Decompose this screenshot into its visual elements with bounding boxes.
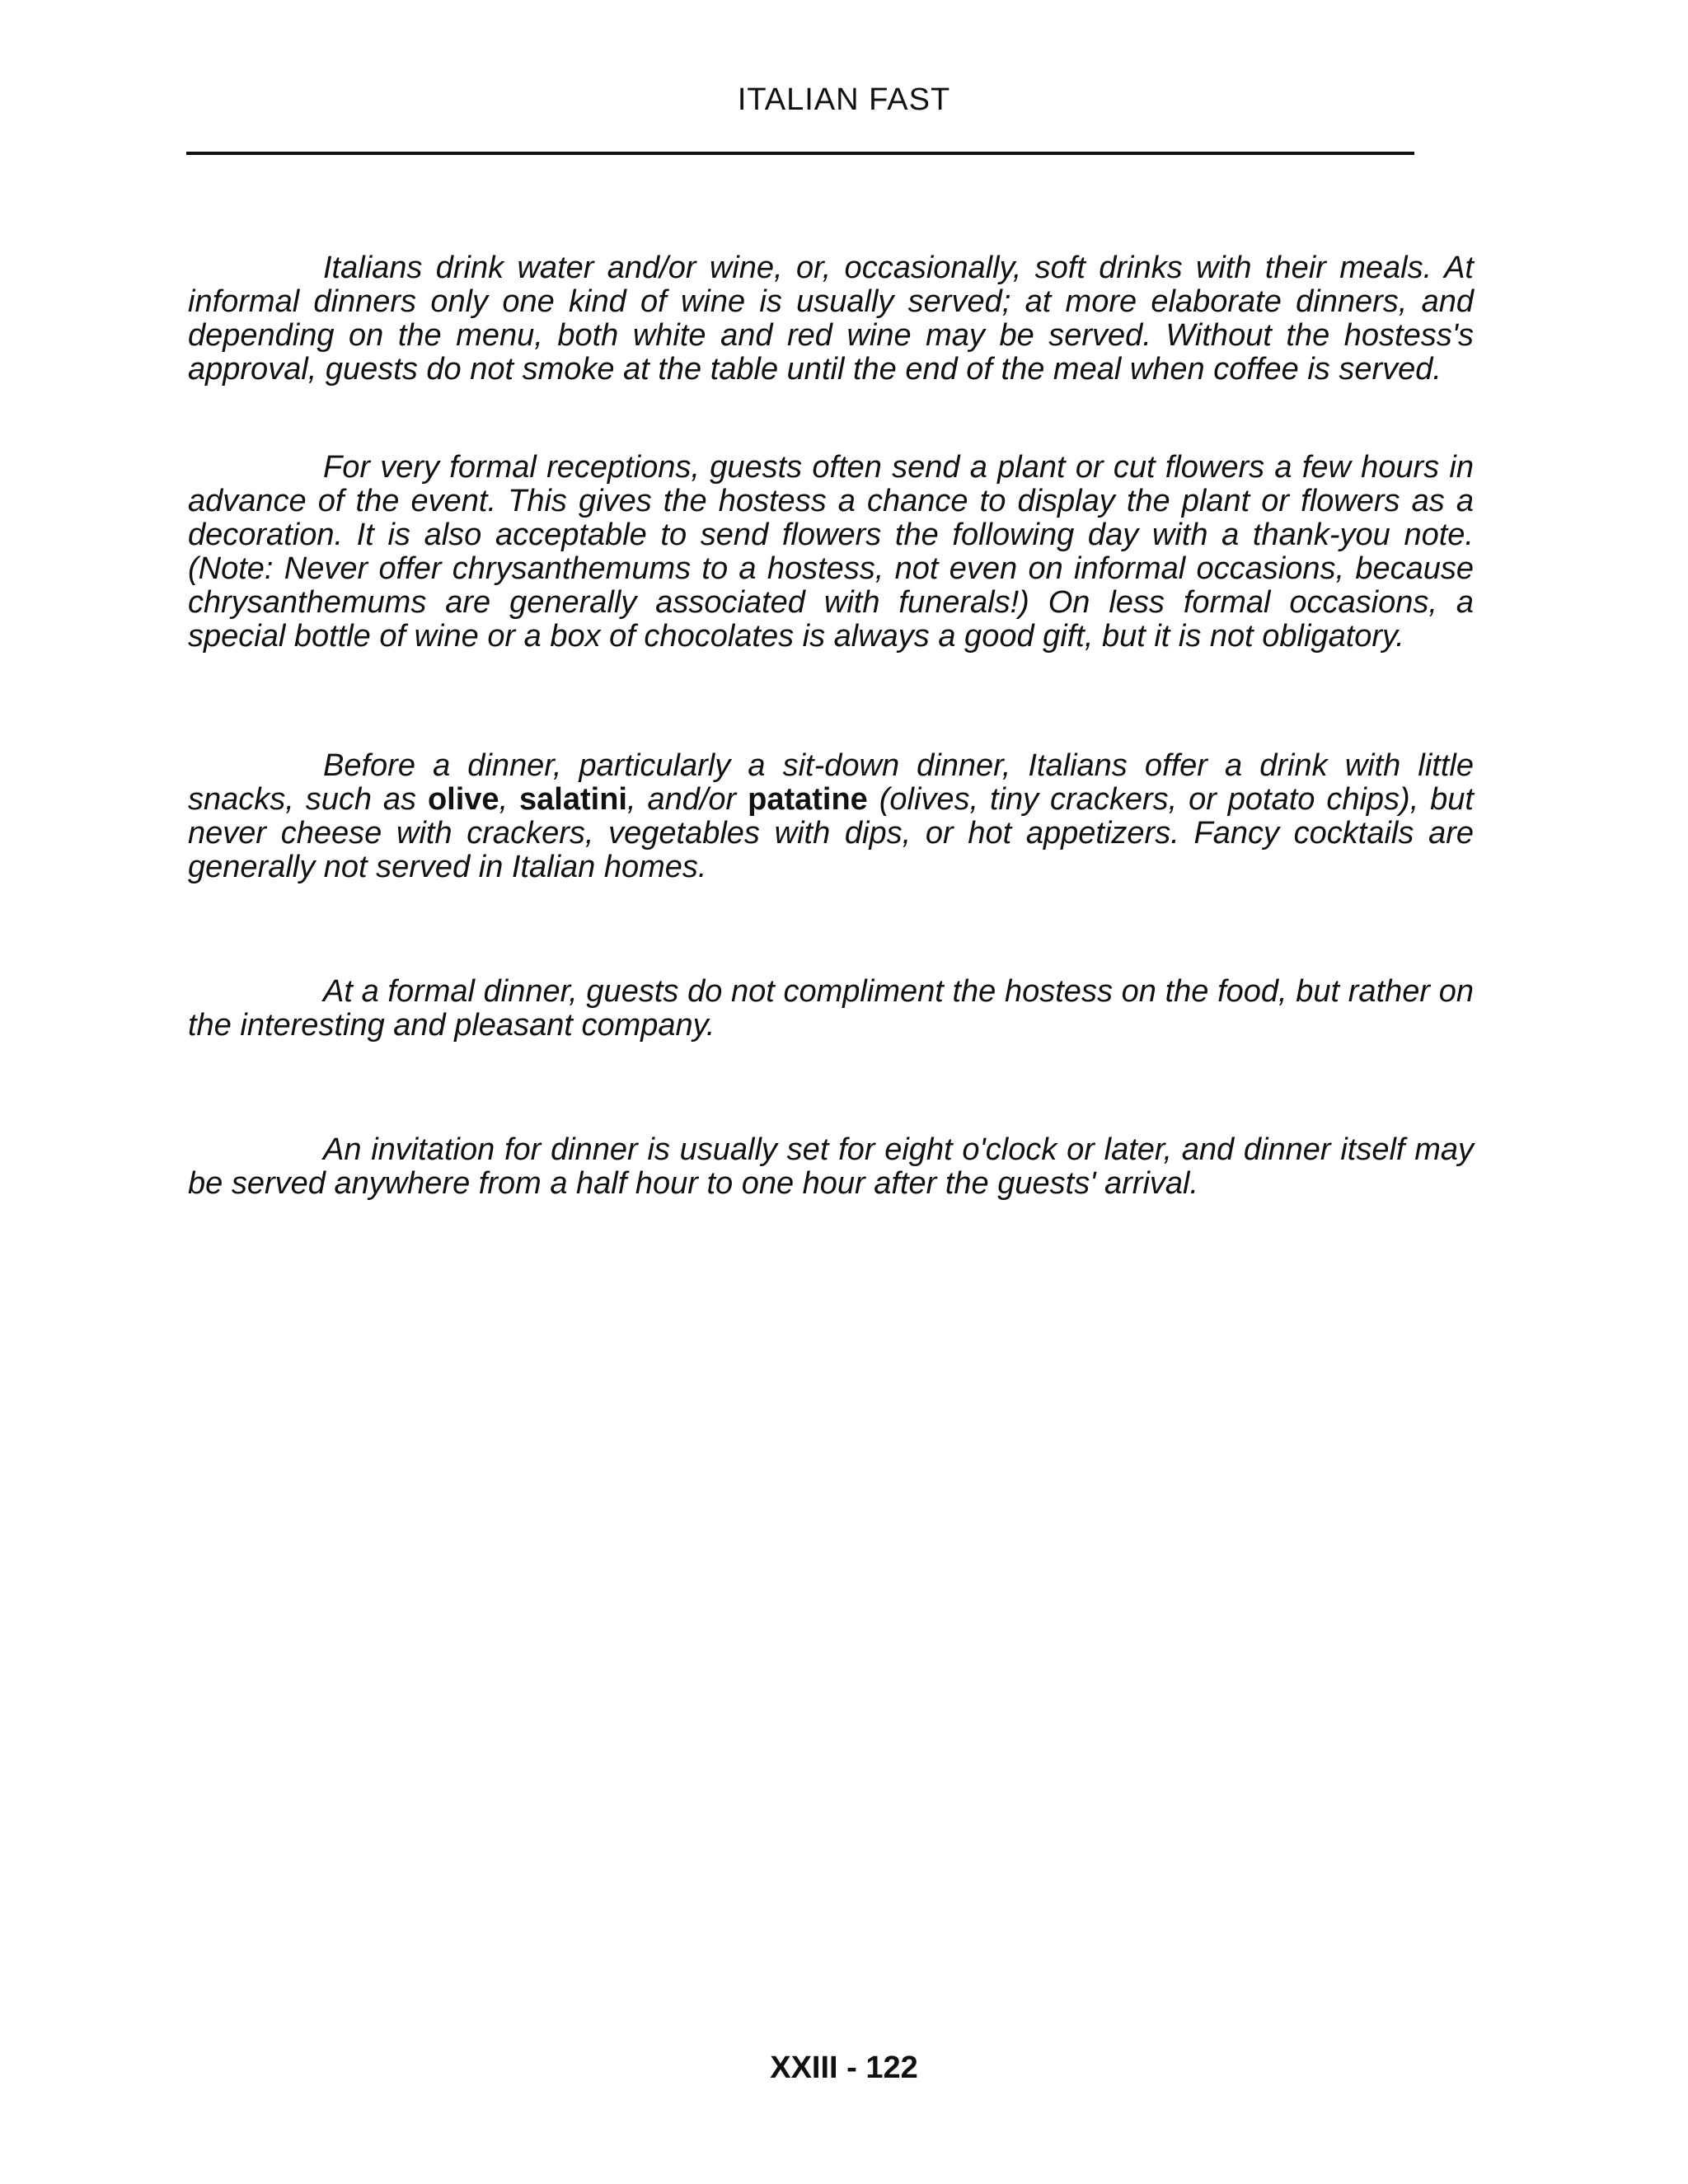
term-patatine: patatine — [748, 782, 868, 817]
paragraph-invitation-time: An invitation for dinner is usually set for eight o'clock or later, and dinner itself may be served anywhere from a half hour to one hour after the guests' arrival. — [188, 1132, 1474, 1201]
snacks-separator-1: , — [499, 782, 520, 817]
term-olive: olive — [427, 782, 499, 817]
header-rule — [186, 152, 1414, 155]
page-number: XXIII - 122 — [770, 2050, 918, 2085]
snacks-text-start: Before a dinner, particularly a sit-down dinner, Italians offer a drink with little snacks, such as — [188, 748, 1474, 817]
body-text — [188, 251, 1474, 1201]
paragraph-snacks — [188, 749, 1474, 884]
snacks-text-end: (olives, tiny crackers, or potato chips), but never cheese with crackers, vegetables with dips, or hot appetizers. Fancy cocktails are generally not served in Italian homes. — [188, 782, 1474, 884]
term-salatini: salatini — [519, 782, 627, 817]
snacks-separator-2: , and/or — [626, 782, 748, 817]
paragraph-drinks: Italians drink water and/or wine, or, occasionally, soft drinks with their meals. At informal dinners only one kind of wine is usually served; at more elaborate dinners, and depending on the menu, both white and red wine may be served. Without the hostess's approval, guests do not smoke at the table until the end of the meal when coffee is served. — [188, 251, 1474, 387]
paragraph-gifts: For very formal receptions, guests often send a plant or cut flowers a few hours in advance of the event. This gives the hostess a chance to display the plant or flowers as a decoration. It is also acceptable to send flowers the following day with a thank-you note. (Note: Never offer chrysanthemums to a hostess, not even on informal occasions, because chrysanthemums are generally associated with funerals!) On less formal occasions, a special bottle of wine or a box of chocolates is always a good gift, but it is not obligatory. — [188, 450, 1474, 654]
running-title: ITALIAN FAST — [737, 82, 951, 117]
paragraph-compliments: At a formal dinner, guests do not compliment the hostess on the food, but rather on the interesting and pleasant company. — [188, 974, 1474, 1043]
